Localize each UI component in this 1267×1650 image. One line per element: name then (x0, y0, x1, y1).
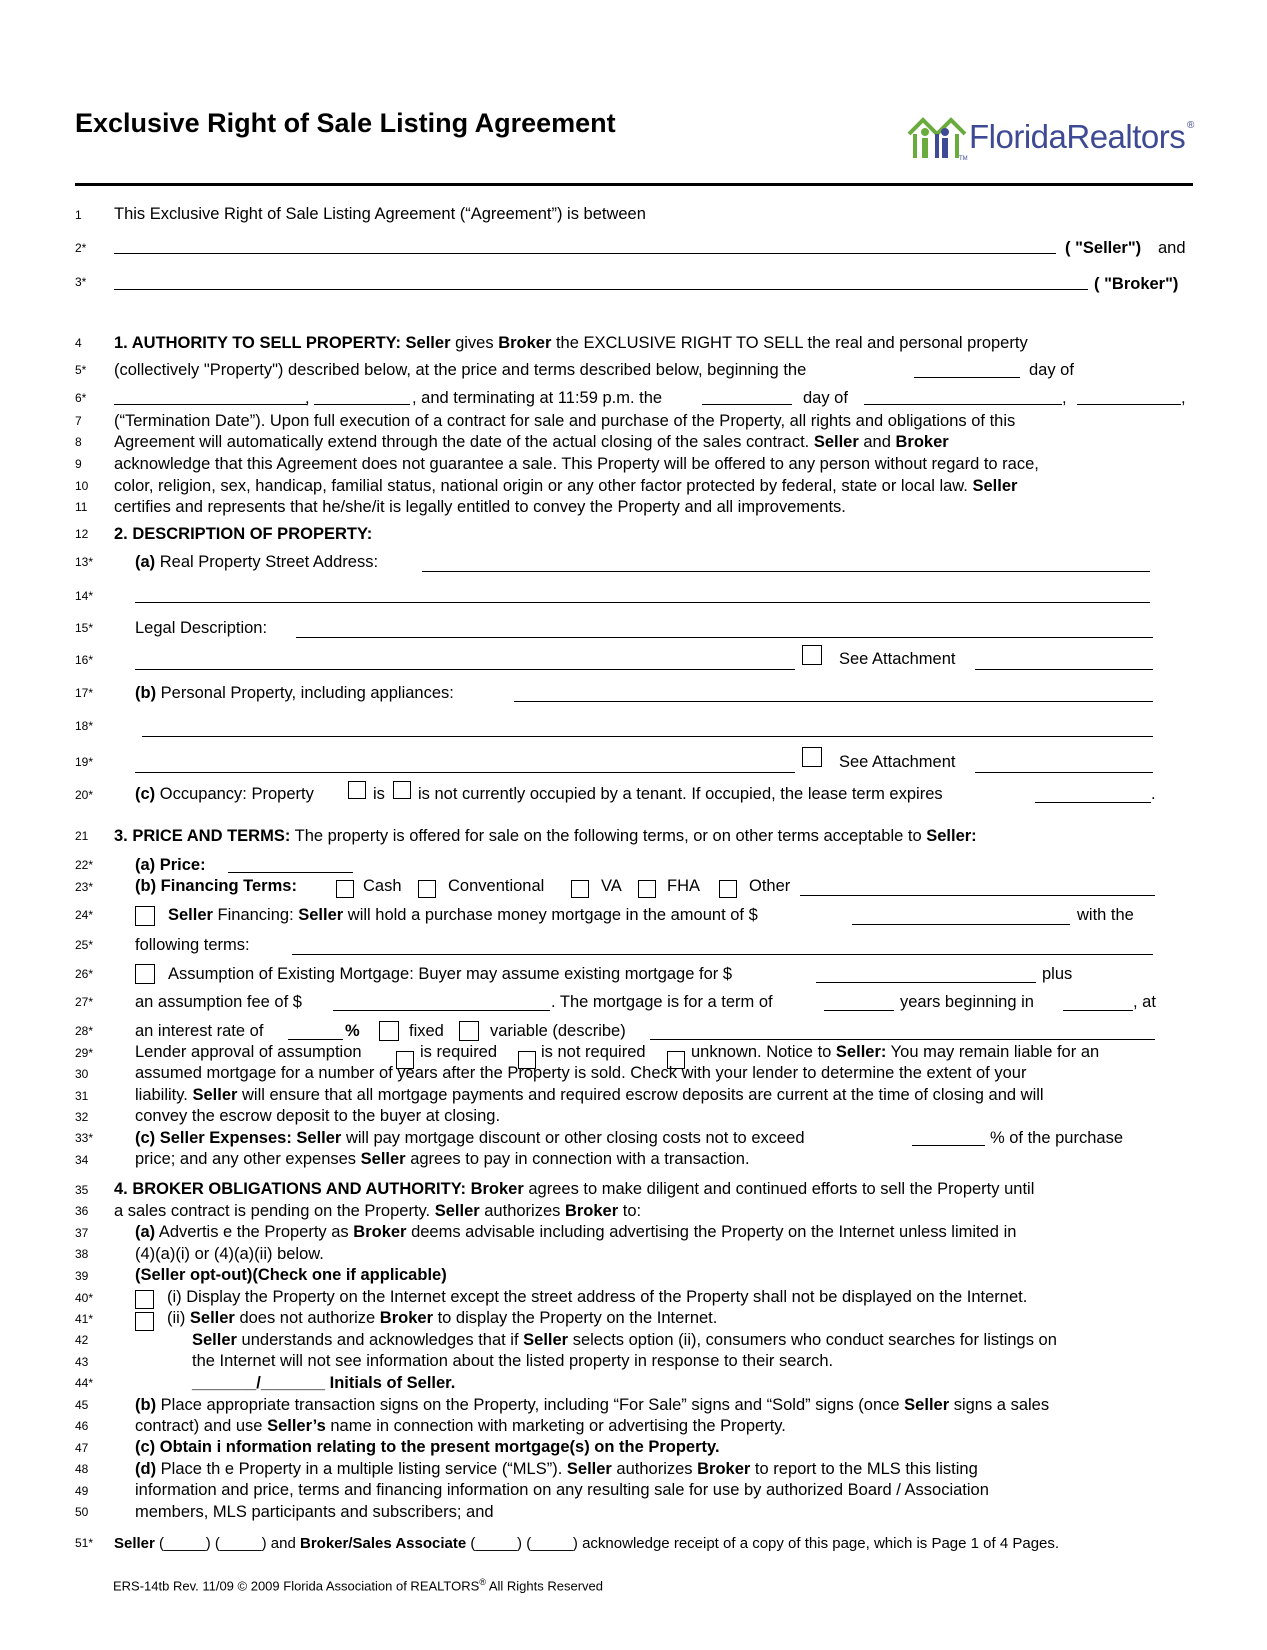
s2-heading: 2. DESCRIPTION OF PROPERTY: (114, 525, 373, 543)
years-beginning-text: years beginning in (900, 993, 1034, 1011)
line-number: 11 (75, 500, 88, 514)
line-number: 36 (75, 1204, 89, 1218)
line-number: 6* (75, 391, 87, 405)
line-number: 8 (75, 435, 82, 449)
is-not-required-label: is not required (541, 1043, 646, 1061)
line-number: 39 (75, 1269, 89, 1283)
street-address-line2-field[interactable] (135, 602, 1150, 603)
personal-see-attachment-checkbox[interactable] (802, 747, 822, 767)
other-financing-field[interactable] (800, 895, 1155, 896)
opt-out-i-text: (i) Display the Property on the Internet except the street address of the Property shall not be displayed on the Internet. (167, 1288, 1028, 1306)
variable-describe-field[interactable] (650, 1039, 1155, 1040)
houses-people-icon (905, 112, 967, 162)
legal-description-label: Legal Description: (135, 619, 268, 637)
occupancy-is-not-checkbox[interactable] (393, 781, 411, 799)
termination-year-field[interactable] (1077, 404, 1181, 405)
line-number: 3* (75, 275, 87, 289)
opt-out-ii-text: (ii) Seller does not authorize Broker to display the Property on the Internet. (167, 1309, 718, 1327)
s2-line13: (a) Real Property Street Address: (135, 553, 379, 571)
occupancy-is-checkbox[interactable] (348, 781, 366, 799)
other-label: Other (749, 877, 791, 895)
page-title: Exclusive Right of Sale Listing Agreement (75, 108, 616, 138)
s1-line5: (collectively "Property") described below, at the price and terms described below, beginning the (114, 361, 807, 379)
line-number: 48 (75, 1462, 89, 1476)
seller-opt-out-heading: (Seller opt-out)(Check one if applicable) (135, 1266, 447, 1284)
beginning-month-field[interactable] (114, 404, 307, 405)
florida-realtors-logo (905, 112, 1195, 164)
line-number: 21 (75, 829, 89, 843)
conventional-checkbox[interactable] (418, 880, 436, 898)
line-number: 15* (75, 621, 94, 635)
line-number: 4 (75, 336, 82, 350)
is-text: is (373, 785, 385, 803)
percent-of-purchase-text: % of the purchase (990, 1129, 1123, 1147)
mortgage-term-field[interactable] (824, 1010, 894, 1011)
s1-line9: acknowledge that this Agreement does not guarantee a sale. This Property will be offered to any person without regard to race, (114, 455, 1039, 473)
unknown-notice-text: unknown. Notice to Seller: You may remain liable for an (691, 1043, 1100, 1061)
line-number: 19* (75, 755, 94, 769)
street-address-field[interactable] (422, 571, 1150, 572)
logo-wordmark: FloridaRealtors (969, 118, 1186, 155)
personal-property-field[interactable] (514, 701, 1153, 702)
is-required-label: is required (420, 1043, 498, 1061)
opt-out-ii-checkbox[interactable] (135, 1312, 154, 1331)
s4-line43: the Internet will not see information about the listed property in response to their search. (192, 1352, 834, 1370)
following-terms-label: following terms: (135, 936, 250, 954)
line-number: 46 (75, 1419, 89, 1433)
see-attachment-label: See Attachment (839, 753, 956, 771)
interest-rate-field[interactable] (288, 1039, 343, 1040)
s4-heading: 4. BROKER OBLIGATIONS AND AUTHORITY: Broker agrees to make diligent and continued efforts to sell the Property until (114, 1180, 1035, 1198)
line-number: 32 (75, 1110, 89, 1124)
see-attachment-label: See Attachment (839, 650, 956, 668)
line-number: 16* (75, 653, 94, 667)
mortgage-term-text: . The mortgage is for a term of (551, 993, 773, 1011)
fha-checkbox[interactable] (638, 880, 656, 898)
percent-sign: % (345, 1022, 360, 1040)
line-number: 29* (75, 1046, 94, 1060)
conventional-label: Conventional (448, 877, 545, 895)
line-number: 2* (75, 241, 87, 255)
form-footer: ERS-14tb Rev. 11/09 © 2009 Florida Association of REALTORS® All Rights Reserved (113, 1577, 604, 1594)
line-number: 37 (75, 1226, 89, 1240)
line-number: 24* (75, 908, 94, 922)
termination-month-field[interactable] (864, 404, 1062, 405)
line-number: 38 (75, 1247, 89, 1261)
purchase-money-mortgage-amount-field[interactable] (852, 924, 1070, 925)
termination-day-field[interactable] (702, 404, 792, 405)
broker-tag: ( "Broker") (1094, 275, 1179, 293)
line-number: 31 (75, 1089, 89, 1103)
line-number: 49 (75, 1484, 89, 1498)
intro-text: This Exclusive Right of Sale Listing Agreement (“Agreement”) is between (114, 205, 646, 223)
s3-line30: assumed mortgage for a number of years after the Property is sold. Check with your lender to determine the extent of your (135, 1064, 1027, 1082)
lease-expires-field[interactable] (1035, 802, 1151, 803)
line-number: 7 (75, 414, 82, 428)
s1-line11: certifies and represents that he/she/it is legally entitled to convey the Property and all improvements. (114, 498, 846, 516)
line-number: 9 (75, 457, 82, 471)
line-number: 34 (75, 1153, 89, 1167)
comma: , (1181, 389, 1186, 407)
line-number: 10 (75, 479, 89, 493)
with-the-text: with the (1077, 906, 1134, 924)
day-of-text: day of (1029, 361, 1074, 379)
fixed-checkbox[interactable] (379, 1021, 399, 1041)
s4-line38: (4)(a)(i) or (4)(a)(ii) below. (135, 1245, 324, 1263)
comma: , (305, 389, 310, 407)
variable-checkbox[interactable] (459, 1021, 479, 1041)
s1-line7: (“Termination Date”). Upon full execution of a contract for sale and purchase of the Property, all rights and obligations of this (114, 412, 1016, 430)
line-number: 51* (75, 1536, 94, 1550)
s4-line49: information and price, terms and financing information on any resulting sale for use by authorized Board / Association (135, 1481, 989, 1499)
terminating-text: , and terminating at 11:59 p.m. the (412, 389, 663, 407)
line-number: 22* (75, 858, 94, 872)
assumption-checkbox[interactable] (135, 964, 155, 984)
s4-line48: (d) Place th e Property in a multiple listing service (“MLS”). Seller authorizes Broker to report to the MLS this listing (135, 1460, 978, 1478)
following-terms-field[interactable] (292, 954, 1153, 955)
closing-costs-percent-field[interactable] (912, 1145, 985, 1146)
and-text: and (1158, 239, 1186, 257)
s2-line17: (b) Personal Property, including appliances: (135, 684, 454, 702)
seller-initials-line: _______/_______ Initials of Seller. (192, 1374, 456, 1392)
logo-trademark: TM (959, 156, 968, 162)
personal-property-line3-field[interactable] (135, 772, 795, 773)
price-label: (a) Price: (135, 856, 206, 874)
logo-registered-mark: ® (1187, 120, 1195, 131)
s4-line45: (b) Place appropriate transaction signs on the Property, including “For Sale” signs and “Sold” signs (once Seller signs a sales (135, 1396, 1050, 1414)
comma: , (1062, 389, 1067, 407)
s3-line32: convey the escrow deposit to the buyer at closing. (135, 1107, 501, 1125)
termination-day-of-text: day of (803, 389, 848, 407)
legal-description-line2-field[interactable] (135, 669, 795, 670)
legal-see-attachment-checkbox[interactable] (802, 645, 822, 665)
broker-name-field[interactable] (114, 289, 1088, 290)
line-number: 41* (75, 1312, 94, 1326)
cash-checkbox[interactable] (336, 880, 354, 898)
line-number: 25* (75, 938, 94, 952)
line-number: 42 (75, 1333, 89, 1347)
line-number: 43 (75, 1355, 89, 1369)
s4-line46: contract) and use Seller’s name in connection with marketing or advertising the Property. (135, 1417, 786, 1435)
line-number: 13* (75, 555, 94, 569)
line-number: 18* (75, 719, 94, 733)
at-text: , at (1133, 993, 1156, 1011)
plus-text: plus (1042, 965, 1073, 983)
line-number: 44* (75, 1376, 94, 1390)
s1-line8: Agreement will automatically extend through the date of the actual closing of the sales contract. Seller and Broker (114, 433, 949, 451)
s4-line37: (a) Advertis e the Property as Broker deems advisable including advertising the Property on the Internet unless limited in (135, 1223, 1017, 1241)
s4-line47: (c) Obtain i nformation relating to the present mortgage(s) on the Property. (135, 1438, 720, 1456)
line-number: 14* (75, 589, 94, 603)
opt-out-i-checkbox[interactable] (135, 1290, 154, 1309)
fha-label: FHA (667, 877, 700, 895)
s4-line36: a sales contract is pending on the Property. Seller authorizes Broker to: (114, 1202, 642, 1220)
interest-rate-label: an interest rate of (135, 1022, 264, 1040)
assumption-fee-field[interactable] (333, 1010, 550, 1011)
line-number: 40* (75, 1291, 94, 1305)
s3-line31: liability. Seller will ensure that all mortgage payments and required escrow deposits are current at the time of closing and will (135, 1086, 1044, 1104)
line-number: 1 (75, 208, 82, 222)
va-checkbox[interactable] (571, 880, 589, 898)
variable-label: variable (describe) (490, 1022, 626, 1040)
assumption-fee-label: an assumption fee of $ (135, 993, 302, 1011)
line-number: 45 (75, 1398, 89, 1412)
line-number: 12 (75, 527, 89, 541)
beginning-day-field[interactable] (914, 377, 1020, 378)
existing-mortgage-amount-field[interactable] (816, 982, 1036, 983)
financing-terms-label: (b) Financing Terms: (135, 877, 297, 895)
line-number: 35 (75, 1183, 89, 1197)
fixed-label: fixed (409, 1022, 444, 1040)
line-number: 33* (75, 1131, 94, 1145)
price-field[interactable] (228, 872, 353, 873)
personal-property-line2-field[interactable] (142, 736, 1153, 737)
va-label: VA (601, 877, 622, 895)
other-checkbox[interactable] (719, 880, 737, 898)
line-number: 23* (75, 880, 94, 894)
s3-heading: 3. PRICE AND TERMS: The property is offered for sale on the following terms, or on other terms acceptable to Seller: (114, 827, 977, 845)
seller-tag: ( "Seller") (1065, 239, 1142, 257)
line-number: 26* (75, 967, 94, 981)
header-rule (75, 183, 1193, 186)
legal-description-field[interactable] (296, 637, 1153, 638)
s3-line34: price; and any other expenses Seller agrees to pay in connection with a transaction. (135, 1150, 750, 1168)
line-number: 17* (75, 686, 94, 700)
assumption-text: Assumption of Existing Mortgage: Buyer may assume existing mortgage for $ (168, 965, 733, 983)
legal-attachment-field[interactable] (975, 669, 1153, 670)
page-acknowledgement: Seller (_____) (_____) and Broker/Sales Associate (_____) (_____) acknowledge receipt of a copy of this page, which is Page 1 of 4 Pages. (114, 1535, 1060, 1552)
line-number: 30 (75, 1067, 89, 1081)
s1-line4: 1. AUTHORITY TO SELL PROPERTY: Seller gives Broker the EXCLUSIVE RIGHT TO SELL the real and personal property (114, 334, 1028, 352)
lender-approval-label: Lender approval of assumption (135, 1043, 362, 1061)
seller-name-field[interactable] (114, 253, 1056, 254)
line-number: 27* (75, 995, 94, 1009)
line-number: 5* (75, 363, 87, 377)
seller-financing-checkbox[interactable] (135, 906, 155, 926)
line-number: 47 (75, 1441, 89, 1455)
s2-line20-b: is not currently occupied by a tenant. If occupied, the lease term expires (418, 785, 943, 803)
line-number: 28* (75, 1024, 94, 1038)
line-number: 20* (75, 788, 94, 802)
line-number: 50 (75, 1505, 89, 1519)
s2-line20-a: (c) Occupancy: Property (135, 785, 314, 803)
seller-financing-text: Seller Financing: Seller will hold a purchase money mortgage in the amount of $ (168, 906, 758, 924)
s3-line33: (c) Seller Expenses: Seller will pay mortgage discount or other closing costs not to exceed (135, 1129, 805, 1147)
s4-line42: Seller understands and acknowledges that if Seller selects option (ii), consumers who conduct searches for listings on (192, 1331, 1057, 1349)
mortgage-beginning-field[interactable] (1063, 1010, 1133, 1011)
cash-label: Cash (363, 877, 402, 895)
beginning-year-field[interactable] (314, 404, 410, 405)
period: . (1151, 785, 1156, 803)
personal-attachment-field[interactable] (975, 772, 1153, 773)
s4-line50: members, MLS participants and subscribers; and (135, 1503, 494, 1521)
s1-line10: color, religion, sex, handicap, familial status, national origin or any other factor protected by federal, state or local law. Seller (114, 477, 1018, 495)
